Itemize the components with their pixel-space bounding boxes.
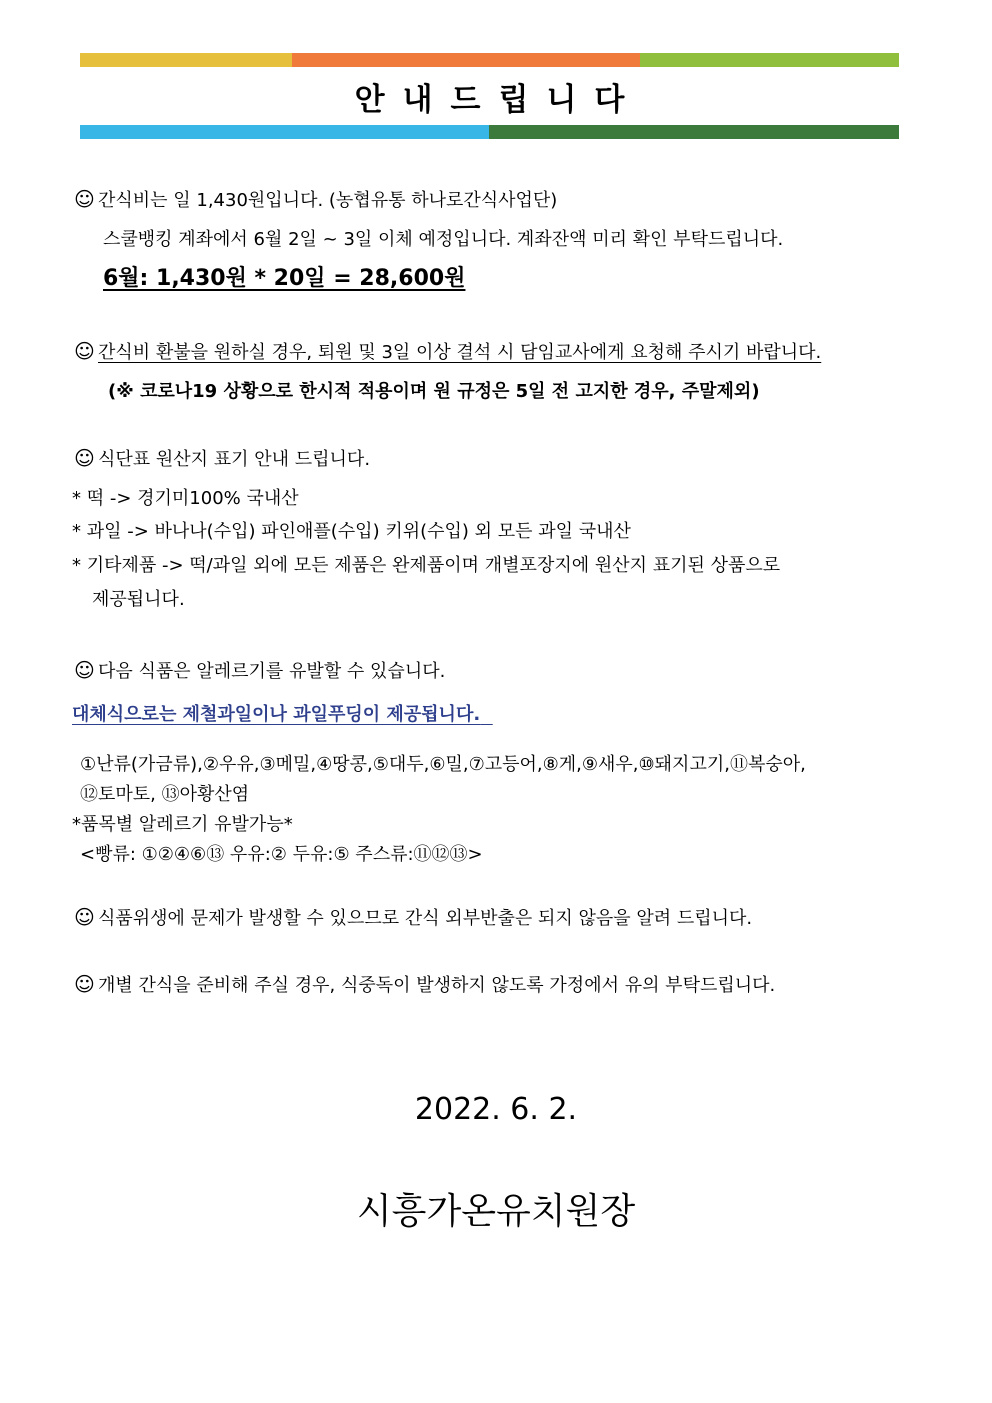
section1-line1: [74, 186, 557, 212]
smile-icon: ☺: [74, 905, 95, 929]
allergen-list-line2: ⑫토마토, ⑬아황산염: [80, 784, 250, 805]
section3-heading: [74, 445, 370, 471]
smile-icon: ☺: [74, 187, 95, 211]
allergy-heading: 다음 식품은 알레르기를 유발할 수 있습니다.: [98, 661, 446, 682]
page-title: 안내드립니다: [354, 82, 643, 118]
header-bar-darkgreen: [489, 125, 899, 139]
section2-line1: [74, 338, 821, 364]
allergen-note-detail: <빵류: ①②④⑥⑬ 우유:② 두유:⑤ 주스류:⑪⑫⑬>: [80, 844, 483, 865]
header-bar-blue: [80, 125, 489, 139]
snack-fee-text: 간식비는 일 1,430원입니다. (농협유통 하나로간식사업단): [98, 190, 558, 211]
section1-line2: 스쿨뱅킹 계좌에서 6월 2일 ~ 3일 이체 예정입니다. 계좌잔액 미리 확인 부탁드립니다.: [103, 229, 784, 250]
origin-item: * 기타제품 -> 떡/과일 외에 모든 제품은 완제품이며 개별포장지에 원산지 표기된 상품으로: [72, 555, 781, 576]
allergen-note-title: *품목별 알레르기 유발가능*: [72, 814, 293, 835]
notice-date: 2022. 6. 2.: [414, 1092, 578, 1127]
personal-snack-notice: 개별 간식을 준비해 주실 경우, 식중독이 발생하지 않도록 가정에서 유의 부탁드립니다.: [98, 975, 776, 996]
origin-heading: 식단표 원산지 표기 안내 드립니다.: [98, 449, 371, 470]
section4-heading: [74, 657, 445, 683]
header-bar-green: [640, 53, 899, 67]
origin-item: * 떡 -> 경기미100% 국내산: [72, 488, 299, 509]
section5-line: [74, 904, 752, 930]
section6-line: [74, 971, 775, 997]
smile-icon: ☺: [74, 446, 95, 470]
header-bar-orange: [292, 53, 640, 67]
origin-item: * 과일 -> 바나나(수입) 파인애플(수입) 키위(수입) 외 모든 과일 국내산: [72, 521, 631, 542]
hygiene-notice: 식품위생에 문제가 발생할 수 있으므로 간식 외부반출은 되지 않음을 알려 드립니다.: [98, 908, 753, 929]
origin-item: 제공됩니다.: [92, 589, 185, 610]
substitute-notice: 대체식으로는 제철과일이나 과일푸딩이 제공됩니다.: [72, 704, 481, 725]
header-bar-yellow: [80, 53, 292, 67]
smile-icon: ☺: [74, 658, 95, 682]
allergen-list-line1: ①난류(가금류),②우유,③메밀,④땅콩,⑤대두,⑥밀,⑦고등어,⑧게,⑨새우,⑩돼지고기,⑪복숭아,: [80, 754, 806, 775]
smile-icon: ☺: [74, 972, 95, 996]
refund-notice: 간식비 환불을 원하실 경우, 퇴원 및 3일 이상 결석 시 담임교사에게 요청해 주시기 바랍니다.: [98, 342, 822, 363]
signature: 시흥가온유치원장: [356, 1191, 636, 1232]
fee-calculation: 6월: 1,430원 * 20일 = 28,600원: [103, 266, 466, 291]
smile-icon: ☺: [74, 339, 95, 363]
section2-line2: (※ 코로나19 상황으로 한시적 적용이며 원 규정은 5일 전 고지한 경우, 주말제외): [108, 381, 760, 402]
